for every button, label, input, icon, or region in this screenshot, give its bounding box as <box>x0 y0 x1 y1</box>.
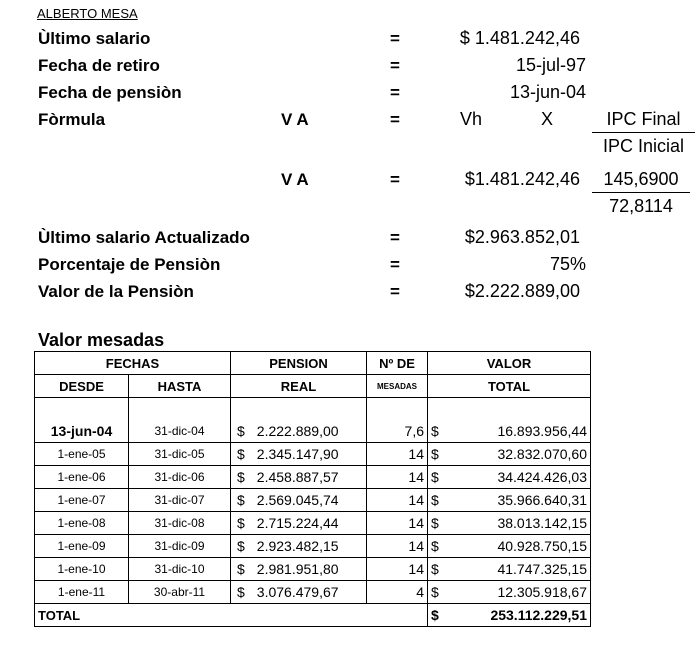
currency-sign: $ <box>431 423 439 439</box>
value-divider <box>592 192 690 193</box>
currency-sign: $ <box>431 515 439 531</box>
pension-date-label: Fecha de pensiòn <box>38 83 182 102</box>
total-label: TOTAL <box>35 604 428 627</box>
cell-valor <box>428 489 591 512</box>
ipc-inicial-value: 72,8114 <box>609 196 673 216</box>
cell-valor <box>428 558 591 581</box>
valor-value: 16.893.956,44 <box>497 423 587 439</box>
cell-valor <box>428 535 591 558</box>
formula-divider <box>592 132 695 133</box>
currency-sign: $ <box>431 561 439 577</box>
header-row-2 <box>35 375 591 398</box>
cell-mesadas: 14 <box>367 512 428 535</box>
currency-sign: $ <box>237 492 245 508</box>
pension-value-label: Valor de la Pensiòn <box>38 282 194 301</box>
valor-value: 34.424.426,03 <box>497 469 587 485</box>
header-real: REAL <box>231 375 367 398</box>
mesadas-table <box>34 351 591 627</box>
table-row <box>35 420 591 443</box>
formula-eq-2: = <box>390 170 400 189</box>
header-nde: Nº DE <box>367 352 428 375</box>
updated-salary-eq: = <box>390 228 400 247</box>
currency-sign: $ <box>237 561 245 577</box>
formula-eq: = <box>390 110 400 129</box>
formula-ipc-final: IPC Final <box>606 109 681 129</box>
currency-sign: $ <box>237 423 245 439</box>
cell-valor <box>428 581 591 604</box>
cell-pension <box>231 443 367 466</box>
table-title: Valor mesadas <box>38 330 165 350</box>
formula-ipc-inicial: IPC Inicial <box>602 136 685 156</box>
pension-value: 2.345.147,90 <box>256 446 339 462</box>
cell-mesadas: 14 <box>367 466 428 489</box>
pension-value: 2.923.482,15 <box>256 538 339 554</box>
currency-sign: $ <box>237 446 245 462</box>
valor-value: 38.013.142,15 <box>497 515 587 531</box>
cell-valor <box>428 466 591 489</box>
cell-desde: 1-ene-08 <box>35 512 129 535</box>
table-row <box>35 581 591 604</box>
valor-value: 41.747.325,15 <box>497 561 587 577</box>
cell-desde: 1-ene-07 <box>35 489 129 512</box>
valor-value: 35.966.640,31 <box>497 492 587 508</box>
cell-desde: 1-ene-05 <box>35 443 129 466</box>
cell-hasta: 31-dic-06 <box>129 466 231 489</box>
cell-desde: 13-jun-04 <box>35 420 129 443</box>
pension-percent-label: Porcentaje de Pensiòn <box>38 255 221 274</box>
last-salary-label: Ùltimo salario <box>38 29 151 48</box>
ipc-final-value: 145,6900 <box>603 169 679 189</box>
table-row <box>35 443 591 466</box>
cell-mesadas: 7,6 <box>367 420 428 443</box>
header-desde: DESDE <box>35 375 129 398</box>
currency-sign: $ <box>237 584 245 600</box>
last-salary-eq: = <box>390 29 400 48</box>
currency-sign: $ <box>431 538 439 554</box>
cell-valor <box>428 443 591 466</box>
cell-mesadas: 14 <box>367 558 428 581</box>
valor-value: 32.832.070,60 <box>497 446 587 462</box>
cell-desde: 1-ene-11 <box>35 581 129 604</box>
total-currency: $ <box>431 607 439 623</box>
cell-mesadas: 14 <box>367 443 428 466</box>
currency-sign: $ <box>431 584 439 600</box>
cell-mesadas: 4 <box>367 581 428 604</box>
pension-value: 2.222.889,00 <box>256 423 339 439</box>
cell-valor <box>428 420 591 443</box>
person-name: ALBERTO MESA <box>37 6 138 21</box>
cell-hasta: 31-dic-04 <box>129 420 231 443</box>
pension-value: 2.715.224,44 <box>256 515 339 531</box>
retirement-date-value: 15-jul-97 <box>515 55 586 75</box>
formula-label: Fòrmula <box>38 110 106 129</box>
updated-salary-value: $2.963.852,01 <box>464 227 580 247</box>
header-fechas: FECHAS <box>35 352 231 375</box>
blank-row <box>35 398 591 421</box>
pension-value-eq: = <box>390 282 400 301</box>
pension-value: 2.458.887,57 <box>256 469 339 485</box>
table-row <box>35 466 591 489</box>
total-value-cell <box>428 604 591 627</box>
pension-value: 2.569.045,74 <box>256 492 339 508</box>
pension-value: 3.076.479,67 <box>256 584 339 600</box>
currency-sign: $ <box>431 492 439 508</box>
currency-sign: $ <box>237 515 245 531</box>
cell-hasta: 31-dic-07 <box>129 489 231 512</box>
pension-date-value: 13-jun-04 <box>509 82 586 102</box>
cell-hasta: 30-abr-11 <box>129 581 231 604</box>
cell-desde: 1-ene-09 <box>35 535 129 558</box>
currency-sign: $ <box>237 469 245 485</box>
cell-pension <box>231 466 367 489</box>
header-total: TOTAL <box>428 375 591 398</box>
retirement-date-label: Fecha de retiro <box>38 56 160 75</box>
last-salary-value: $ 1.481.242,46 <box>459 28 580 48</box>
currency-sign: $ <box>431 469 439 485</box>
cell-pension <box>231 558 367 581</box>
pension-value-value: $2.222.889,00 <box>464 281 580 301</box>
formula-va: V A <box>281 110 309 129</box>
header-valor: VALOR <box>428 352 591 375</box>
currency-sign: $ <box>431 446 439 462</box>
cell-valor <box>428 512 591 535</box>
table-row <box>35 489 591 512</box>
cell-pension <box>231 420 367 443</box>
table-row <box>35 558 591 581</box>
formula-va-2: V A <box>281 170 309 189</box>
cell-mesadas: 14 <box>367 535 428 558</box>
total-value: 253.112.229,51 <box>490 607 587 623</box>
cell-desde: 1-ene-06 <box>35 466 129 489</box>
formula-x: X <box>541 109 554 129</box>
updated-salary-label: Ùltimo salario Actualizado <box>38 228 250 247</box>
total-row <box>35 604 591 627</box>
pension-value: 2.981.951,80 <box>256 561 339 577</box>
cell-hasta: 31-dic-10 <box>129 558 231 581</box>
table-row <box>35 535 591 558</box>
header-hasta: HASTA <box>129 375 231 398</box>
cell-mesadas: 14 <box>367 489 428 512</box>
cell-pension <box>231 489 367 512</box>
header-mesadas: MESADAS <box>367 375 428 398</box>
formula-vh: Vh <box>460 109 483 129</box>
retirement-date-eq: = <box>390 56 400 75</box>
currency-sign: $ <box>237 538 245 554</box>
valor-value: 40.928.750,15 <box>497 538 587 554</box>
header-row-1 <box>35 352 591 375</box>
cell-pension <box>231 581 367 604</box>
cell-pension <box>231 512 367 535</box>
table-row <box>35 512 591 535</box>
cell-hasta: 31-dic-05 <box>129 443 231 466</box>
pension-date-eq: = <box>390 83 400 102</box>
valor-value: 12.305.918,67 <box>497 584 587 600</box>
cell-desde: 1-ene-10 <box>35 558 129 581</box>
cell-pension <box>231 535 367 558</box>
pension-percent-eq: = <box>390 255 400 274</box>
cell-hasta: 31-dic-09 <box>129 535 231 558</box>
pension-percent-value: 75% <box>549 254 586 274</box>
cell-hasta: 31-dic-08 <box>129 512 231 535</box>
formula-vh-value: $1.481.242,46 <box>464 169 580 189</box>
header-pension: PENSION <box>231 352 367 375</box>
